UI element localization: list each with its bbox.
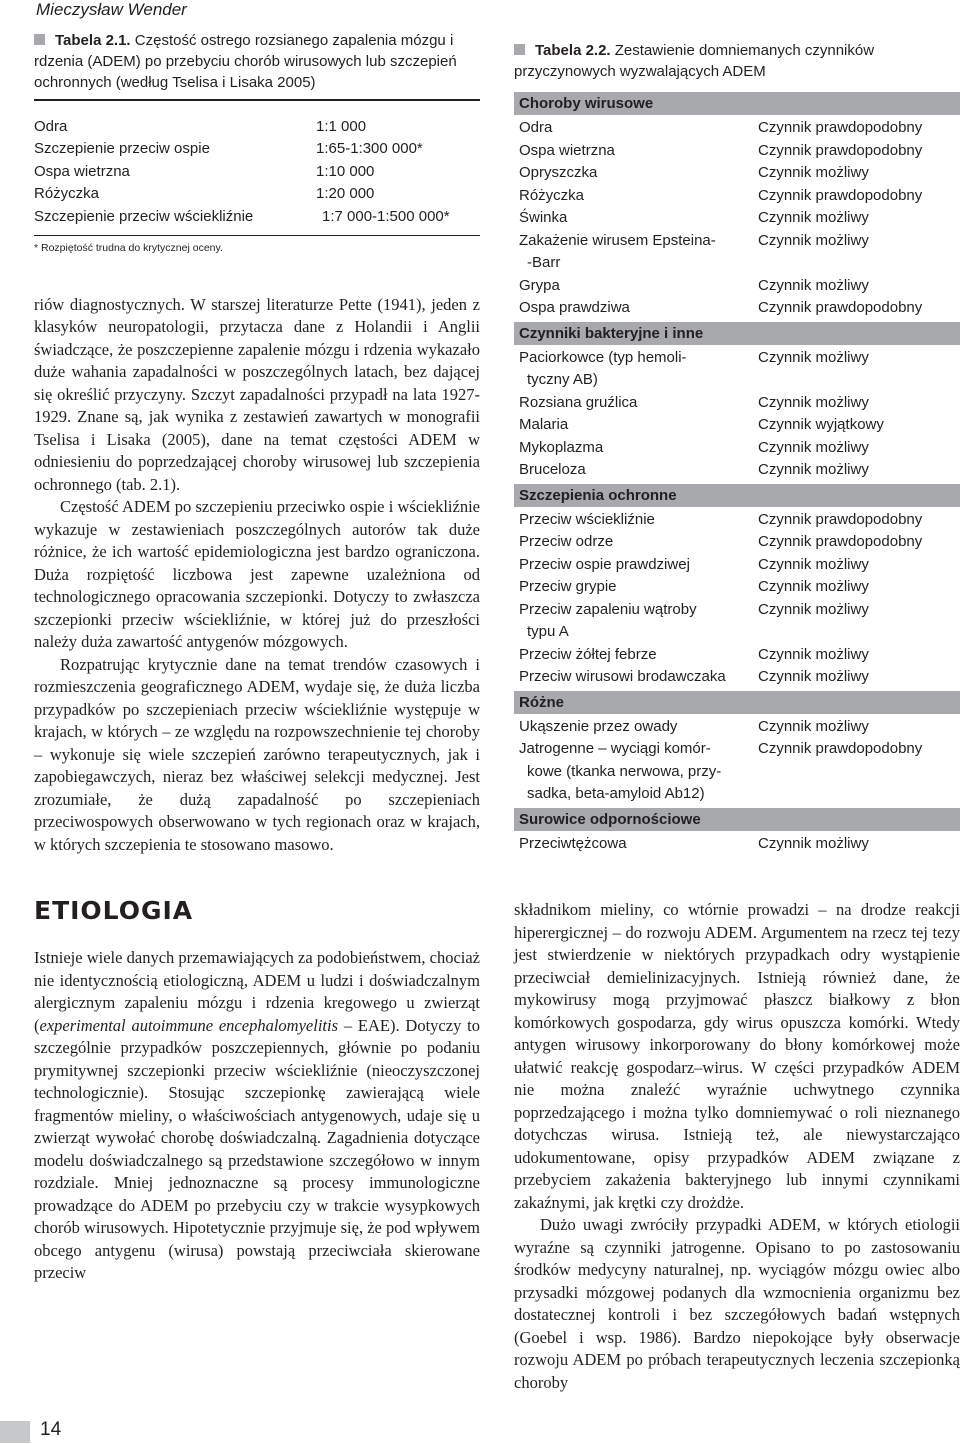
table-row bbox=[514, 275, 960, 298]
row-value: Czynnik możliwy bbox=[758, 717, 869, 735]
table-section-header: Surowice odpornościowe bbox=[514, 808, 960, 831]
table-row bbox=[514, 576, 960, 599]
table-row bbox=[514, 414, 960, 437]
row-name: Przeciw wirusowi brodawczaka bbox=[519, 668, 726, 685]
row-name: Ospa wietrzna bbox=[519, 141, 615, 159]
table-row bbox=[514, 509, 960, 532]
row-name-line: sadka, beta-amyloid Ab12) bbox=[527, 785, 705, 802]
row-value: Czynnik możliwy bbox=[758, 164, 869, 181]
row-name: Ukąszenie przez owady bbox=[519, 717, 678, 735]
row-value: Czynnik możliwy bbox=[758, 276, 869, 294]
table-row bbox=[514, 297, 960, 320]
paragraph: Dużo uwagi zwróciły przypadki ADEM, w których etiologii wyraźne są czynniki jatrogenne. Opisano to po zastosowaniu środków medycyny naturalnej, np. wyciągów mózgu owiec albo przysadki mózgowej podanych dla wzmocnienia organizmu bez dostatecznej kontroli i bez szczegółowych badań wstępnych (Goebel i wsp. 1986). Bardzo niepokojące były obserwacje rozwoju ADEM po próbach terapeutycznych leczenia szczepionką choroby bbox=[514, 1215, 960, 1392]
table-body bbox=[34, 115, 480, 228]
paragraph-italic: experimental autoimmune encephalomyelitis bbox=[39, 1015, 338, 1035]
row-name: Odra bbox=[519, 119, 553, 136]
row-value: Czynnik możliwy bbox=[758, 834, 869, 852]
table-section-header: Choroby wirusowe bbox=[514, 92, 960, 115]
row-value: 1:1 000 bbox=[316, 117, 367, 135]
table-section-header: Czynniki bakteryjne i inne bbox=[514, 322, 960, 345]
table-row bbox=[514, 833, 960, 856]
row-value: Czynnik prawdopodobny bbox=[758, 740, 923, 757]
table-caption-text: Zestawienie domniemanych czynników przyczynowych wyzwalających ADEM bbox=[514, 42, 875, 80]
row-name: Świnka bbox=[519, 209, 568, 226]
row-name: Rozsiana gruźlica bbox=[519, 393, 638, 411]
table-row bbox=[514, 162, 960, 185]
table-row bbox=[514, 185, 960, 208]
running-header-author: Mieczysław Wender bbox=[36, 0, 187, 19]
row-name: Opryszczka bbox=[519, 164, 598, 181]
row-value: Czynnik prawdopodobny bbox=[758, 299, 923, 316]
row-name: Przeciw odrze bbox=[519, 533, 614, 550]
square-bullet-icon bbox=[514, 44, 525, 55]
row-name-line: Przeciw zapaleniu wątroby bbox=[519, 600, 697, 618]
table-body bbox=[514, 92, 960, 855]
row-name: Grypa bbox=[519, 276, 560, 294]
table-row bbox=[514, 531, 960, 554]
table-label: Tabela 2.2. bbox=[535, 42, 611, 59]
table-row bbox=[514, 347, 960, 392]
row-name: Bruceloza bbox=[519, 461, 586, 478]
table-row bbox=[34, 205, 480, 228]
table-caption bbox=[514, 40, 960, 82]
right-column bbox=[514, 40, 960, 1394]
row-value: Czynnik prawdopodobny bbox=[758, 533, 923, 550]
row-name: Przeciw grypie bbox=[519, 578, 617, 595]
table-row bbox=[514, 599, 960, 644]
row-value: Czynnik możliwy bbox=[758, 578, 869, 595]
row-value: Czynnik możliwy bbox=[758, 209, 869, 226]
table-row bbox=[514, 392, 960, 415]
row-name bbox=[519, 599, 758, 644]
table-row bbox=[514, 459, 960, 482]
table-2-1 bbox=[34, 30, 480, 254]
row-name: Szczepienie przeciw ospie bbox=[34, 140, 210, 158]
paragraph: składnikom mieliny, co wtórnie prowadzi – na drodze reakcji hiperergicznej – do rozwoju ADEM. Argumentem na rzecz tej tezy jest stwierdzenie w niektórych przypadkach odry wystąpienie przeciwciał demielinizacyjnych. Istnieją również dane, że mykowirusy mogą przyjmować płaszcz białkowy z błon komórkowych gospodarza, gdy wirus opuszcza komórki. Wtedy antygen wirusowy inkorporowany do błony komórkowej może ułatwić reakcję gospodarz–wirus. W części przypadków ADEM nie można znaleźć wyraźnie uchwytnego czynnika poprzedzającego i można tylko domniemywać o roli nieznanego dotychczas wirusa. Istnieją też, ale niewystarczająco udokumentowane, opisy przypadków ADEM związane z przebyciem zakażenia bakteryjnego lub innymi czynnikami zakaźnymi, jak krętki czy drożdże. bbox=[514, 900, 960, 1212]
paragraph: Częstość ADEM po szczepieniu przeciwko ospie i wściekliźnie wykazuje w zestawieniach poszczególnych autorów tak duże różnice, że ich wartość epidemiologiczna jest bardzo ograniczona. Duża rozpiętość liczbowa jest zapewne uzależniona od technologicznego opracowania szczepionki. Dotyczy to zwłaszcza szczepionki przeciw wściekliźnie, w której już do przeszłości należy duża zawartość antygenów mózgowych. bbox=[34, 497, 480, 651]
section-heading: ETIOLOGIA bbox=[34, 896, 194, 925]
row-value: 1:65-1:300 000* bbox=[316, 140, 423, 158]
table-row bbox=[514, 554, 960, 577]
page-number-block bbox=[0, 1419, 66, 1444]
row-value: Czynnik możliwy bbox=[758, 393, 869, 411]
row-name-line: Zakażenie wirusem Epsteina- bbox=[519, 231, 716, 249]
row-value: Czynnik możliwy bbox=[758, 600, 869, 618]
table-row bbox=[514, 140, 960, 163]
table-row bbox=[34, 115, 480, 138]
table-section-header: Różne bbox=[514, 691, 960, 714]
row-value: 1:7 000-1:500 000* bbox=[322, 207, 450, 225]
row-value: Czynnik prawdopodobny bbox=[758, 186, 923, 204]
table-row bbox=[34, 160, 480, 183]
square-bullet-icon bbox=[34, 34, 45, 45]
row-value: Czynnik prawdopodobny bbox=[758, 510, 923, 528]
row-value: Czynnik możliwy bbox=[758, 461, 869, 478]
table-row bbox=[514, 716, 960, 739]
paragraph-part: Istnieje wiele danych przemawiających za podobieństwem, chociaż nie identycznością etiologiczną, ADEM u ludzi i doświadczalnym alergicznym zapaleniu mózgu i rdzenia kregowego u zwierząt ( bbox=[34, 948, 480, 1035]
row-name: Mykoplazma bbox=[519, 438, 604, 456]
row-value: Czynnik możliwy bbox=[758, 231, 869, 249]
table-row bbox=[34, 183, 480, 206]
table-footnote: * Rozpiętość trudna do krytycznej oceny. bbox=[34, 235, 480, 254]
row-name: Przeciw ospie prawdziwej bbox=[519, 555, 690, 573]
row-name: Przeciw żółtej febrze bbox=[519, 645, 657, 663]
row-name: Różyczka bbox=[519, 186, 585, 204]
table-row bbox=[514, 666, 960, 689]
row-name-line: -Barr bbox=[527, 254, 561, 271]
paragraph: riów diagnostycznych. W starszej literaturze Pette (1941), jeden z klasyków neuropatologii, przytacza dane z Holandii i Anglii świadczące, że poszczepienne zapalenie mózgu i rdzenia wykazało duże wahania zapadalności w poszczególnych latach, bez dającej się określić przyczyny. Szczyt zapadalności przypadł na lata 1927-1929. Znane są, jak wynika z zestawień zawartych w monografii Tselisa i Lisaka (2005), dane na temat częstości ADEM w odniesieniu do poprzedzającej choroby wirusowej lub szczepienia ochronnego (tab. 2.1). bbox=[34, 294, 480, 494]
table-caption-text: Częstość ostrego rozsianego zapalenia mózgu i rdzenia (ADEM) po przebyciu chorób wirusowych lub szczepień ochronnych (według Tselisa i Lisaka 2005) bbox=[34, 32, 457, 91]
paragraph bbox=[34, 947, 480, 1285]
row-name-line: tyczny AB) bbox=[527, 371, 598, 388]
left-column bbox=[34, 30, 480, 1285]
row-name-line: Jatrogenne – wyciągi komór- bbox=[519, 740, 711, 757]
row-name bbox=[519, 738, 758, 806]
row-value: Czynnik prawdopodobny bbox=[758, 141, 923, 159]
table-row bbox=[514, 437, 960, 460]
row-name: Odra bbox=[34, 117, 68, 135]
row-name: Szczepienie przeciw wściekliźnie bbox=[34, 207, 254, 225]
table-row bbox=[514, 117, 960, 140]
table-label: Tabela 2.1. bbox=[55, 32, 131, 49]
table-top-rule bbox=[34, 99, 480, 101]
row-value: Czynnik możliwy bbox=[758, 645, 869, 663]
row-name: Ospa wietrzna bbox=[34, 162, 130, 180]
row-name-line: Paciorkowce (typ hemoli- bbox=[519, 348, 687, 366]
row-name: Ospa prawdziwa bbox=[519, 299, 630, 316]
table-section-header: Szczepienia ochronne bbox=[514, 484, 960, 507]
row-name-line: typu A bbox=[527, 623, 569, 640]
row-name-line: kowe (tkanka nerwowa, przy- bbox=[527, 762, 722, 780]
page-number: 14 bbox=[40, 1419, 62, 1440]
table-row bbox=[34, 138, 480, 161]
row-value: Czynnik możliwy bbox=[758, 555, 869, 573]
row-name: Przeciw wściekliźnie bbox=[519, 510, 655, 528]
table-row bbox=[514, 738, 960, 806]
row-name bbox=[519, 347, 758, 392]
page-tab-marker bbox=[0, 1421, 30, 1443]
row-value: Czynnik wyjątkowy bbox=[758, 416, 884, 433]
row-value: Czynnik możliwy bbox=[758, 348, 869, 366]
row-value: Czynnik możliwy bbox=[758, 668, 869, 685]
table-caption bbox=[34, 30, 480, 93]
paragraph: Rozpatrując krytycznie dane na temat trendów czasowych i rozmieszczenia geograficznego ADEM, wydaje się, że duża liczba przypadków po szczepieniach przeciw wściekliźnie występuje w krajach, w których – ze względu na rozpowszechnienie tej choroby – wykonuje się wiele szczepień zarówno terapeutycznych, jak i zapobiegawczych, nieraz bez właściwej selekcji medycznej. Jest zrozumiałe, że dużą zapadalność po szczepieniach przeciwospowych obserwowano w tych regionach oraz w krajach, w których szczepienia te stosowano masowo. bbox=[34, 654, 480, 854]
table-row bbox=[514, 207, 960, 230]
row-name: Różyczka bbox=[34, 185, 100, 203]
row-value: Czynnik prawdopodobny bbox=[758, 119, 923, 136]
row-value: 1:10 000 bbox=[316, 162, 375, 180]
row-name bbox=[519, 230, 758, 275]
row-value: 1:20 000 bbox=[316, 185, 375, 203]
paragraph-part: – EAE). Dotyczy to szczególnie przypadków poszczepiennych, głównie po podaniu prymitywnej szczepionki przeciw wściekliźnie (nieoczyszczonej technologicznie). Stosując szczepionkę zawierającą wiele fragmentów mieliny, o właściwościach antygenowych, udaje się u zwierząt wywołać chorobę doświadczalną. Zagadnienia dotyczące modelu doświadczalnego są przedstawione szczegółowo w innym rozdziale. Mniej jednoznaczne są procesy immunologiczne prowadzące do ADEM po przebyciu czy w trakcie wysypkowych chorób wirusowych. Hipotetycznie przyjmuje się, że pod wpływem obcego antygenu (wirusa) powstają przeciwciała skierowane przeciw bbox=[34, 1015, 480, 1282]
table-row bbox=[514, 230, 960, 275]
table-2-2 bbox=[514, 40, 960, 855]
row-name: Malaria bbox=[519, 416, 569, 433]
row-value: Czynnik możliwy bbox=[758, 438, 869, 456]
table-row bbox=[514, 644, 960, 667]
row-name: Przeciwtężcowa bbox=[519, 834, 627, 852]
